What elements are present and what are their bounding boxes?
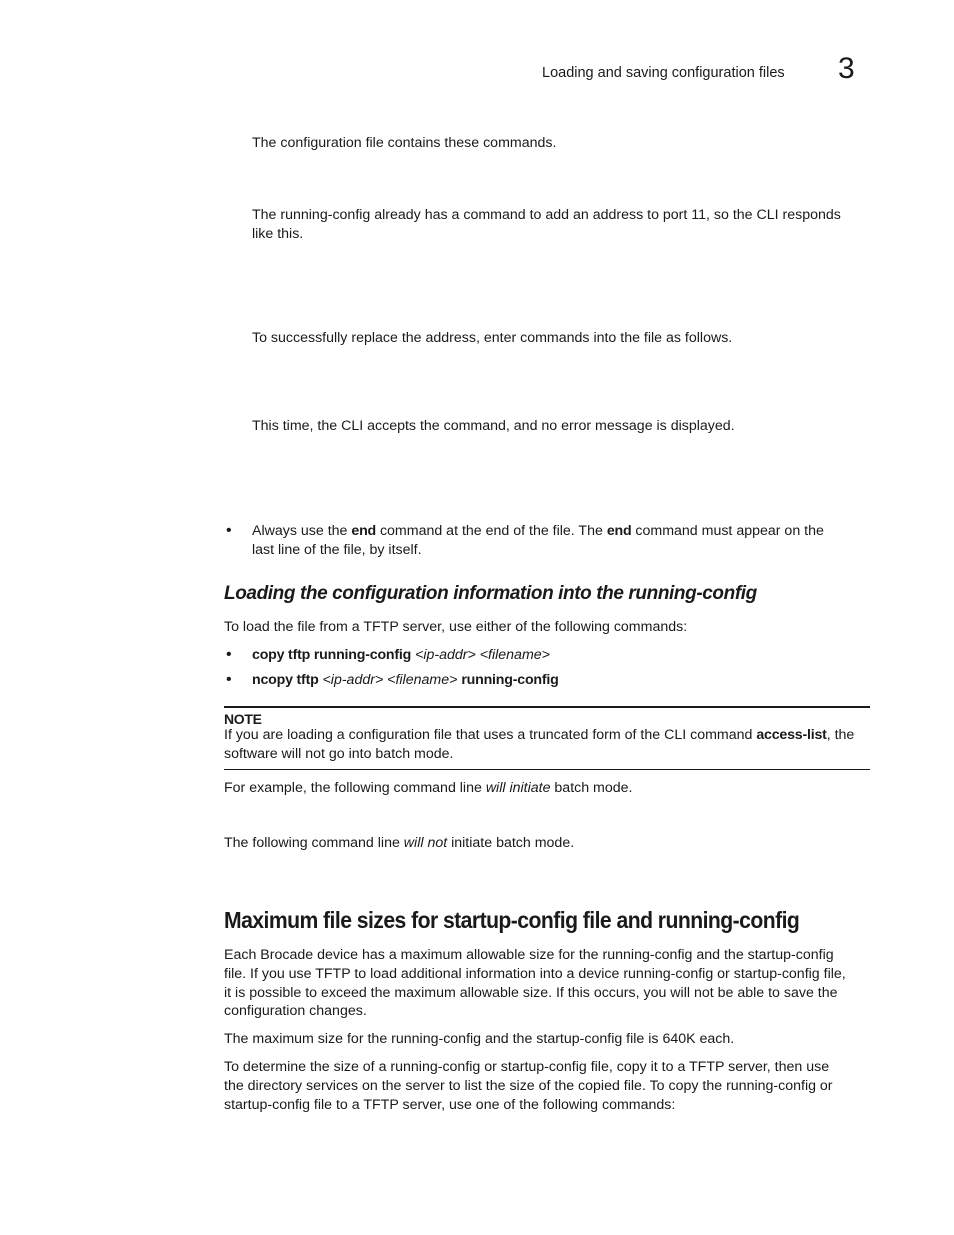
section-heading: Maximum file sizes for startup-config file and running-config [224, 907, 800, 933]
paragraph-max-size: The maximum size for the running-config and the startup-config file is 640K each. [224, 1031, 735, 1047]
text-span: The following command line [224, 835, 404, 851]
command-params: <ip-addr> <filename> [411, 647, 550, 663]
chapter-number: 3 [838, 52, 855, 85]
paragraph-example-not-initiate [224, 834, 870, 853]
paragraph-sizes-line1: Each Brocade device has a maximum allowable size for the running-config and the startup-config [224, 947, 834, 963]
section-subheading: Loading the configuration information into the running-config [224, 583, 757, 604]
text-span: Always use the [252, 523, 352, 539]
emphasis: will not [403, 835, 448, 851]
end-keyword: end [606, 523, 632, 539]
note-bottom-rule [224, 769, 870, 770]
note-top-rule [224, 706, 870, 708]
bullet-marker: • [226, 646, 232, 663]
text-span: initiate batch mode. [447, 835, 575, 851]
bullet-marker: • [226, 671, 232, 688]
end-keyword: end [351, 523, 376, 539]
paragraph-example-initiate [224, 779, 870, 798]
command-keyword: copy tftp running-config [252, 647, 412, 663]
paragraph-running-config-line1: The running-config already has a command to add an address to port 11, so the CLI responds [252, 207, 841, 223]
command-copy-tftp [252, 646, 872, 665]
command-ncopy-tftp [252, 671, 872, 690]
paragraph-running-config-line2: like this. [252, 226, 304, 242]
command-keyword: running-config [461, 672, 559, 688]
emphasis: will initiate [485, 780, 551, 796]
paragraph-replace-address: To successfully replace the address, enter commands into the file as follows. [252, 330, 733, 346]
paragraph-load-intro: To load the file from a TFTP server, use either of the following commands: [224, 619, 688, 635]
end-command-bullet-line1 [252, 522, 872, 541]
end-command-bullet-line2: last line of the file, by itself. [252, 542, 422, 558]
note-text-line2: software will not go into batch mode. [224, 746, 454, 762]
command-params: <ip-addr> <filename> [318, 672, 462, 688]
text-span: command must appear on the [631, 523, 824, 539]
text-span: For example, the following command line [224, 780, 486, 796]
text-span: If you are loading a configuration file that uses a truncated form of the CLI command [224, 727, 757, 743]
command-keyword: ncopy tftp [252, 672, 319, 688]
text-span: batch mode. [550, 780, 633, 796]
paragraph-determine-line2: the directory services on the server to list the size of the copied file. To copy the running-config or [224, 1078, 833, 1094]
paragraph-cli-accepts: This time, the CLI accepts the command, and no error message is displayed. [252, 418, 735, 434]
bullet-marker: • [226, 522, 232, 539]
paragraph-sizes-line4: configuration changes. [224, 1003, 367, 1019]
paragraph-determine-line3: startup-config file to a TFTP server, use one of the following commands: [224, 1097, 676, 1113]
running-header-title: Loading and saving configuration files [542, 65, 785, 81]
text-span: , the [826, 727, 855, 743]
paragraph-determine-line1: To determine the size of a running-config or startup-config file, copy it to a TFTP server, then use [224, 1059, 830, 1075]
paragraph-sizes-line3: it is possible to exceed the maximum allowable size. If this occurs, you will not be able to save the [224, 985, 838, 1001]
note-label: NOTE [224, 711, 262, 727]
note-text-line1 [224, 726, 870, 745]
text-span: command at the end of the file. The [376, 523, 607, 539]
paragraph-config-contains: The configuration file contains these commands. [252, 135, 557, 151]
access-list-keyword: access-list [756, 727, 827, 743]
paragraph-sizes-line2: file. If you use TFTP to load additional information into a device running-config or startup-config file, [224, 966, 846, 982]
